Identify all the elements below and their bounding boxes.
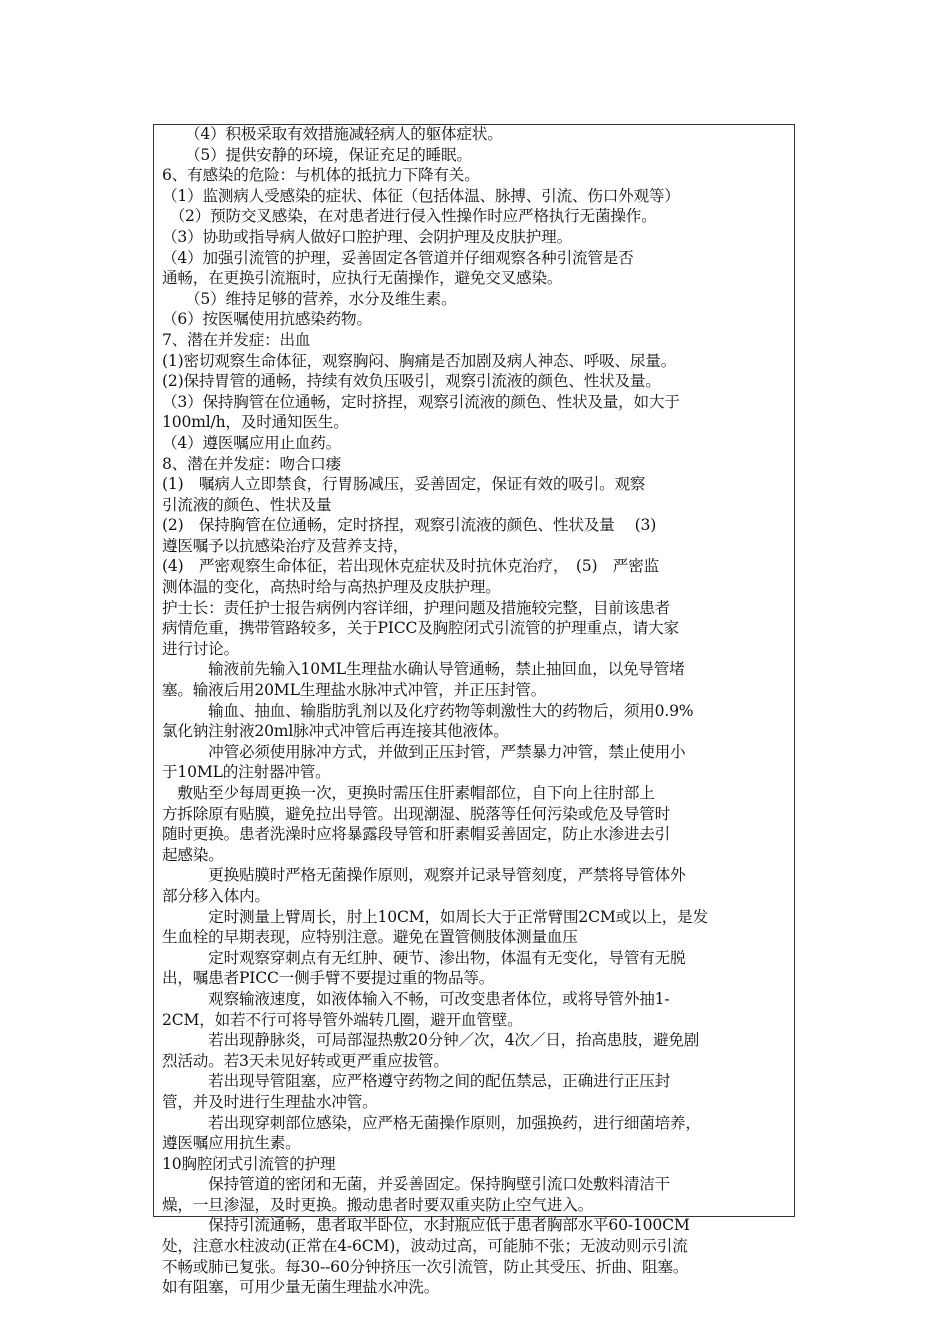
text-line: 处，注意水柱波动(正常在4-6CM)，波动过高，可能肺不张；无波动则示引流 [162,1237,688,1256]
text-line: (4) 严密观察生命体征，若出现休克症状及时抗休克治疗， (5) 严密监 [162,557,659,576]
text-line: 冲管必须使用脉冲方式，并做到正压封管，严禁暴力冲管，禁止使用小 [162,742,686,761]
text-line: （4）遵医嘱应用止血药。 [162,433,342,452]
text-line: 氯化钠注射液20ml脉冲式冲管后再连接其他液体。 [162,722,509,741]
text-line: 若出现静脉炎，可局部湿热敷20分钟／次，4次／日，抬高患肢，避免剧 [162,1031,700,1050]
text-line: 进行讨论。 [162,639,239,658]
text-line: 管，并及时进行生理盐水冲管。 [162,1092,378,1111]
text-line: 若出现导管阻塞，应严格遵守药物之间的配伍禁忌，正确进行正压封 [162,1072,670,1091]
text-line: 出，嘱患者PICC一侧手臂不要提过重的物品等。 [162,969,495,988]
text-line: 塞。输液后用20ML生理盐水脉冲式冲管，并正压封管。 [162,681,547,700]
text-line: 若出现穿刺部位感染，应严格无菌操作原则，加强换药，进行细菌培养， [162,1113,701,1132]
text-line: 于10ML的注射器冲管。 [162,763,331,782]
text-line: (2) 保持胸管在位通畅，定时挤捏，观察引流液的颜色、性状及量 (3) [162,516,657,535]
text-line: （4）加强引流管的护理，妥善固定各管道并仔细观察各种引流管是否 [162,248,634,267]
text-line: 10胸腔闭式引流管的护理 [162,1154,336,1173]
text-line: 观察输液速度，如液体输入不畅，可改变患者体位，或将导管外抽1- [162,989,670,1008]
text-line: 遵医嘱应用抗生素。 [162,1134,301,1153]
text-line: （5）提供安静的环境，保证充足的睡眠。 [162,145,472,164]
text-line: 方拆除原有贴膜，避免拉出导管。出现潮湿、脱落等任何污染或危及导管时 [162,804,670,823]
text-line: 输液前先输入10ML生理盐水确认导管通畅，禁止抽回血，以免导管堵 [162,660,685,679]
text-line: （6）按医嘱使用抗感染药物。 [162,310,372,329]
text-line: 护士长：责任护士报告病例内容详细，护理问题及措施较完整，目前该患者 [162,598,670,617]
text-line: 随时更换。患者洗澡时应将暴露段导管和肝素帽妥善固定，防止水渗进去引 [162,825,670,844]
text-line: （3）保持胸管在位通畅，定时挤捏，观察引流液的颜色、性状及量，如大于 [162,392,680,411]
text-line: 遵医嘱予以抗感染治疗及营养支持， [162,536,409,555]
text-line: 2CM，如若不行可将导管外端转几圈，避开血管壁。 [162,1010,523,1029]
text-line: 保持管道的密闭和无菌，并妥善固定。保持胸壁引流口处敷料清洁干 [162,1175,670,1194]
text-line: 测体温的变化，高热时给与高热护理及皮肤护理。 [162,578,501,597]
text-line: 100ml/h，及时通知医生。 [162,413,349,432]
text-line: 部分移入体内。 [162,886,270,905]
text-line: 燥，一旦渗湿，及时更换。搬动患者时要双重夹防止空气进入。 [162,1195,594,1214]
text-line: 定时测量上臂周长，肘上10CM，如周长大于正常臂围2CM或以上，是发 [162,907,708,926]
text-line: 烈活动。若3天未见好转或更严重应拔管。 [162,1051,449,1070]
text-line: 生血栓的早期表现，应特别注意。避免在置管侧肢体测量血压 [162,928,578,947]
text-line: (1) 嘱病人立即禁食，行胃肠减压，妥善固定，保证有效的吸引。观察 [162,475,646,494]
text-line: (1)密切观察生命体征，观察胸闷、胸痛是否加剧及病人神态、呼吸、尿量。 [162,351,677,370]
text-line: 起感染。 [162,845,224,864]
text-line: 8、潜在并发症：吻合口瘘 [162,454,342,473]
text-line: （1）监测病人受感染的症状、体征（包括体温、脉搏、引流、伤口外观等） [162,186,680,205]
text-line: 定时观察穿刺点有无红肿、硬节、渗出物，体温有无变化，导管有无脱 [162,948,686,967]
text-line: (2)保持胃管的通畅，持续有效负压吸引，观察引流液的颜色、性状及量。 [162,372,661,391]
text-line: （3）协助或指导病人做好口腔护理、会阴护理及皮肤护理。 [162,227,572,246]
text-line: 如有阻塞，可用少量无菌生理盐水冲洗。 [162,1278,440,1297]
text-line: （4）积极采取有效措施减轻病人的躯体症状。 [162,125,503,143]
text-line: 不畅或肺已复张。每30--60分钟挤压一次引流管，防止其受压、折曲、阻塞。 [162,1257,689,1276]
text-line: 输血、抽血、输脂肪乳剂以及化疗药物等刺激性大的药物后，须用0.9% [162,701,694,720]
text-line: 敷贴至少每周更换一次，更换时需压住肝素帽部位，自下向上往肘部上 [162,784,655,802]
text-line: 病情危重，携带管路较多，关于PICC及胸腔闭式引流管的护理重点，请大家 [162,619,679,638]
document-body [162,124,792,1298]
text-line: 更换贴膜时严格无菌操作原则，观察并记录导管刻度，严禁将导管体外 [162,866,686,885]
text-line: 保持引流通畅，患者取半卧位，水封瓶应低于患者胸部水平60-100CM [162,1216,690,1235]
text-line: 6、有感染的危险：与机体的抵抗力下降有关。 [162,166,480,185]
text-line: （2）预防交叉感染，在对患者进行侵入性操作时应严格执行无菌操作。 [162,207,657,226]
text-line: （5）维持足够的营养，水分及维生素。 [162,289,457,308]
text-line: 通畅，在更换引流瓶时，应执行无菌操作，避免交叉感染。 [162,269,563,288]
text-line: 7、潜在并发症：出血 [162,330,311,349]
text-line: 引流液的颜色、性状及量 [162,495,332,514]
